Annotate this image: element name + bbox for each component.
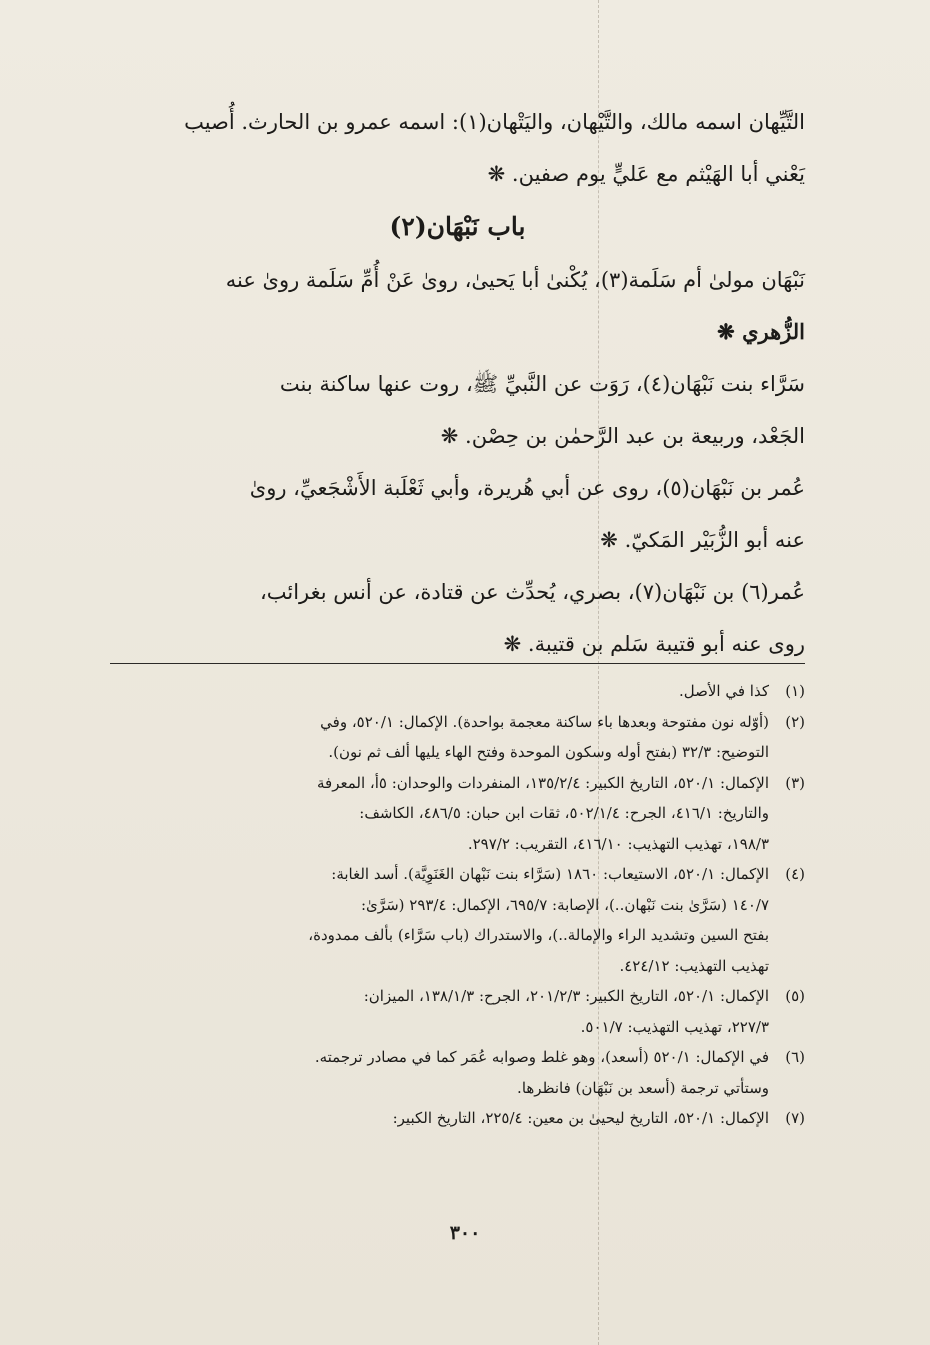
entry-umar-2 [110,566,805,670]
text-line: عُمر بن نَبْهَان(٥)، روى عن أبي هُريرة، وأبي ثَعْلَبة الأَشْجَعيِّ، روىٰ [249,476,805,500]
footnote-text [110,707,769,768]
footnote-text [110,981,769,1042]
footnote-text [110,676,769,707]
text-line: الجَعْد، وربيعة بن عبد الرَّحمٰن بن حِصْن. ❋ [440,424,805,448]
footnote-number: (٦) [785,1048,805,1066]
footnote-line: ١٤٠/٧ (سَرَّىٰ بنت نَبْهان..)، الإصابة: ٦٩٥/٧، الإكمال: ٢٩٣/٤ (سَرَّىٰ: [361,895,769,914]
text-line: سَرَّاء بنت نَبْهَان(٤)، رَوَت عن النَّبيِّ ﷺ، روت عنها ساكنة بنت [279,372,805,396]
footnote-line: والتاريخ: ٤١٦/١، الجرح: ٥٠٢/١/٤، ثقات ابن حبان: ٤٨٦/٥، الكاشف: [359,804,769,822]
chapter-title: باب نَبْهَان(٢) [389,212,526,241]
text-line: يَعْني أبا الهَيْثم مع عَليٍّ يوم صفين. ❋ [487,162,805,186]
footnote-number: (٣) [785,773,805,792]
footnote-line: الإكمال: ٥٢٠/١، التاريخ الكبير: ١٣٥/٢/٤، المنفردات والوحدان: ٥أ، المعرفة [316,773,769,792]
entry-nabhan [110,254,805,358]
footnote-6 [110,1042,805,1103]
text-line: عُمر(٦) بن نَبْهَان(٧)، بصري، يُحدِّث عن قتادة، عن أنس بغرائب، [259,580,805,604]
footnote-number: (٢) [785,712,805,731]
footnote-text [110,859,769,981]
text-line: نَبْهَان مولىٰ أم سَلَمة(٣)، يُكْنىٰ أبا يَحيىٰ، روىٰ عَنْ أُمِّ سَلَمة روىٰ عنه [225,268,805,292]
footnote-1 [110,676,805,707]
text-line: الزُّهري ❋ [717,319,805,344]
footnote-separator [110,663,805,664]
footnotes [110,676,805,1134]
main-text [110,96,805,670]
text-line: روى عنه أبو قتيبة سَلم بن قتيبة. ❋ [503,632,805,656]
footnote-line: الإكمال: ٥٢٠/١، التاريخ الكبير: ٢٠١/٢/٣، الجرح: ١٣٨/١/٣، الميزان: [363,987,769,1005]
footnote-text [110,1103,769,1134]
entry-tayyihan [110,96,805,200]
footnote-line: وستأتي ترجمة (أسعد بن نَبْهَان) فانظرها. [517,1078,769,1097]
footnote-line: الإكمال: ٥٢٠/١، التاريخ ليحيىٰ بن معين: ٢٢٥/٤، التاريخ الكبير: [392,1109,769,1127]
footnote-text [110,768,769,860]
footnote-line: تهذيب التهذيب: ٤٢٤/١٢. [619,956,769,975]
page-number: ٣٠٠ [449,1222,481,1244]
footnote-5 [110,981,805,1042]
footnote-text [110,1042,769,1103]
footnote-4 [110,859,805,981]
footnote-line: (أوّله نون مفتوحة وبعدها باء ساكنة معجمة بواحدة). الإكمال: ٥٢٠/١، وفي [320,712,769,731]
footnote-line: ٢٢٧/٣، تهذيب التهذيب: ٥٠١/٧. [580,1017,769,1036]
footnote-number: (٥) [785,987,805,1005]
entry-umar-1 [110,462,805,566]
footnote-line: كذا في الأصل. [679,682,769,700]
footnote-number: (١) [785,682,805,700]
footnote-7 [110,1103,805,1134]
footnote-line: بفتح السين وتشديد الراء والإمالة..)، والاستدراك (باب سَرَّاء) بألف ممدودة، [308,926,769,944]
footnote-3 [110,768,805,860]
text-line: التَّيِّهان اسمه مالك، والتَّيْهان، واليَتْهان(١): اسمه عمرو بن الحارث. أُصيب [184,110,805,134]
footnote-line: التوضيح: ٣٢/٣ (بفتح أوله وسكون الموحدة وفتح الهاء يليها ألف ثم نون). [328,743,769,761]
footnote-line: في الإكمال: ٥٢٠/١ (أسعد)، وهو غلط وصوابه عُمَر كما في مصادر ترجمته. [314,1048,769,1066]
footnote-line: ١٩٨/٣، تهذيب التهذيب: ٤١٦/١٠، التقريب: ٢٩٧/٢. [467,834,769,853]
entry-sarraa [110,358,805,462]
footnote-number: (٤) [785,865,805,883]
footnote-2 [110,707,805,768]
text-line: عنه أبو الزُّبَيْر المَكيّ. ❋ [600,528,805,552]
footnote-number: (٧) [785,1109,805,1127]
footnote-line: الإكمال: ٥٢٠/١، الاستيعاب: ١٨٦٠ (سَرَّاء بنت نَبْهان الغَنَوِيَّة). أسد الغابة: [331,865,769,883]
